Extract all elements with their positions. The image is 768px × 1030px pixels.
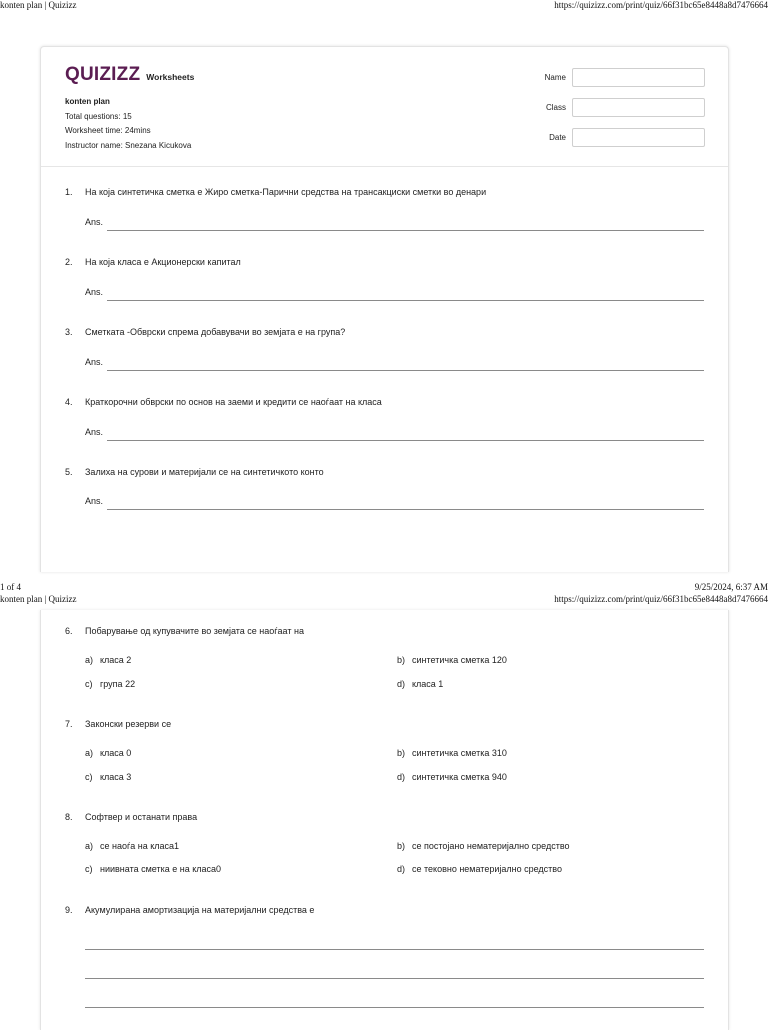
class-label: Class: [545, 103, 566, 112]
answer-2: [85, 287, 704, 299]
header-divider: [41, 166, 728, 167]
print-title: konten plan | Quizizz: [0, 594, 77, 604]
option-text: синтетичка сметка 120: [412, 655, 507, 665]
question-text: Краткорочни обврски по основ на заеми и кредити се наоѓаат на класа: [85, 397, 382, 407]
option-8a[interactable]: [85, 841, 179, 851]
option-key: a): [85, 841, 94, 851]
option-key: d): [397, 864, 406, 874]
option-text: ниивната сметка е на класа0: [100, 864, 222, 874]
option-text: класа 1: [412, 679, 444, 689]
total-questions: Total questions: 15: [65, 111, 132, 121]
question-text: На која класа е Акционерски капитал: [85, 257, 241, 267]
answer-5: [85, 496, 704, 508]
question-number: 2.: [65, 257, 73, 267]
question-text: Сметката -Обврски спрема добавувачи во земјата е на група?: [85, 327, 346, 337]
name-input[interactable]: [572, 68, 705, 87]
question-text: Софтвер и останати права: [85, 812, 198, 822]
print-header-page-2: [0, 594, 768, 606]
option-key: b): [397, 841, 406, 851]
question-7: [65, 719, 171, 729]
print-title: konten plan | Quizizz: [0, 0, 77, 10]
option-7c[interactable]: [85, 772, 131, 782]
question-text: Законски резерви се: [85, 719, 172, 729]
option-text: група 22: [100, 679, 136, 689]
date-label: Date: [549, 133, 566, 142]
answer-3: [85, 357, 704, 369]
brand: [65, 64, 194, 86]
page-number: 1 of 4: [0, 582, 21, 592]
question-4: [65, 397, 382, 407]
option-key: c): [85, 679, 93, 689]
question-5: [65, 467, 324, 477]
option-text: класа 3: [100, 772, 132, 782]
question-number: 9.: [65, 905, 73, 915]
option-6a[interactable]: [85, 655, 131, 665]
date-input[interactable]: [572, 128, 705, 147]
print-url: https://quizizz.com/print/quiz/66f31bc65e8448a8d7476664: [554, 0, 768, 10]
option-7a[interactable]: [85, 748, 131, 758]
quizizz-logo: QUIZIZZ: [65, 64, 141, 85]
question-9: [65, 905, 314, 915]
worksheet-title: konten plan: [65, 97, 110, 106]
worksheet-time: Worksheet time: 24mins: [65, 126, 151, 135]
answer-label: Ans.: [85, 496, 104, 506]
worksheet-page-1: [40, 46, 729, 572]
question-number: 8.: [65, 812, 73, 822]
question-number: 3.: [65, 327, 73, 337]
option-6d[interactable]: [397, 679, 443, 689]
print-header: [0, 0, 768, 12]
question-number: 4.: [65, 397, 73, 407]
question-text: Залиха на сурови и материјали се на синтетичкото конто: [85, 467, 324, 477]
writing-line[interactable]: [85, 949, 704, 950]
option-key: d): [397, 772, 406, 782]
class-input[interactable]: [572, 98, 705, 117]
answer-line[interactable]: [107, 370, 704, 371]
question-number: 6.: [65, 626, 73, 636]
question-text: На која синтетичка сметка е Жиро сметка-Парични средства на трансакциски сметки во денари: [85, 187, 487, 197]
worksheet-page-2: [40, 610, 729, 1030]
name-label: Name: [544, 73, 566, 82]
print-footer: [0, 582, 768, 594]
answer-1: [85, 217, 704, 229]
answer-label: Ans.: [85, 287, 104, 297]
option-6b[interactable]: [397, 655, 507, 665]
answer-line[interactable]: [107, 509, 704, 510]
answer-4: [85, 427, 704, 439]
answer-line[interactable]: [107, 300, 704, 301]
question-text: Акумулирана амортизација на материјални средства е: [85, 905, 315, 915]
option-key: b): [397, 748, 406, 758]
option-text: се тековно нематеријално средство: [412, 864, 562, 874]
question-6: [65, 626, 304, 636]
option-key: a): [85, 655, 94, 665]
option-key: d): [397, 679, 406, 689]
worksheet-meta: [65, 95, 191, 153]
instructor-name: Instructor name: Snezana Kicukova: [65, 140, 192, 150]
option-text: класа 0: [100, 748, 132, 758]
question-text: Побарување од купувачите во земјата се наоѓаат на: [85, 626, 304, 636]
print-datetime: 9/25/2024, 6:37 AM: [694, 582, 768, 592]
option-key: a): [85, 748, 94, 758]
option-key: c): [85, 864, 93, 874]
option-8d[interactable]: [397, 864, 562, 874]
question-1: [65, 187, 486, 197]
answer-line[interactable]: [107, 440, 704, 441]
print-url: https://quizizz.com/print/quiz/66f31bc65e8448a8d7476664: [554, 594, 768, 604]
option-text: синтетичка сметка 940: [412, 772, 507, 782]
answer-label: Ans.: [85, 427, 104, 437]
option-6c[interactable]: [85, 679, 135, 689]
option-text: се наоѓа на класа1: [100, 841, 180, 851]
option-7b[interactable]: [397, 748, 507, 758]
option-text: класа 2: [100, 655, 132, 665]
option-key: b): [397, 655, 406, 665]
question-8: [65, 812, 197, 822]
class-field-row: [546, 98, 705, 117]
option-8b[interactable]: [397, 841, 570, 851]
answer-line[interactable]: [107, 230, 704, 231]
option-7d[interactable]: [397, 772, 507, 782]
question-number: 1.: [65, 187, 73, 197]
worksheets-label: Worksheets: [146, 72, 195, 82]
question-number: 7.: [65, 719, 73, 729]
question-2: [65, 257, 241, 267]
answer-label: Ans.: [85, 217, 104, 227]
writing-line[interactable]: [85, 1007, 704, 1008]
option-8c[interactable]: [85, 864, 221, 874]
question-number: 5.: [65, 467, 73, 477]
writing-line[interactable]: [85, 978, 704, 979]
question-3: [65, 327, 345, 337]
answer-label: Ans.: [85, 357, 104, 367]
option-text: се постојано нематеријално средство: [412, 841, 570, 851]
name-field-row: [545, 68, 705, 87]
option-text: синтетичка сметка 310: [412, 748, 507, 758]
option-key: c): [85, 772, 93, 782]
date-field-row: [549, 128, 705, 147]
